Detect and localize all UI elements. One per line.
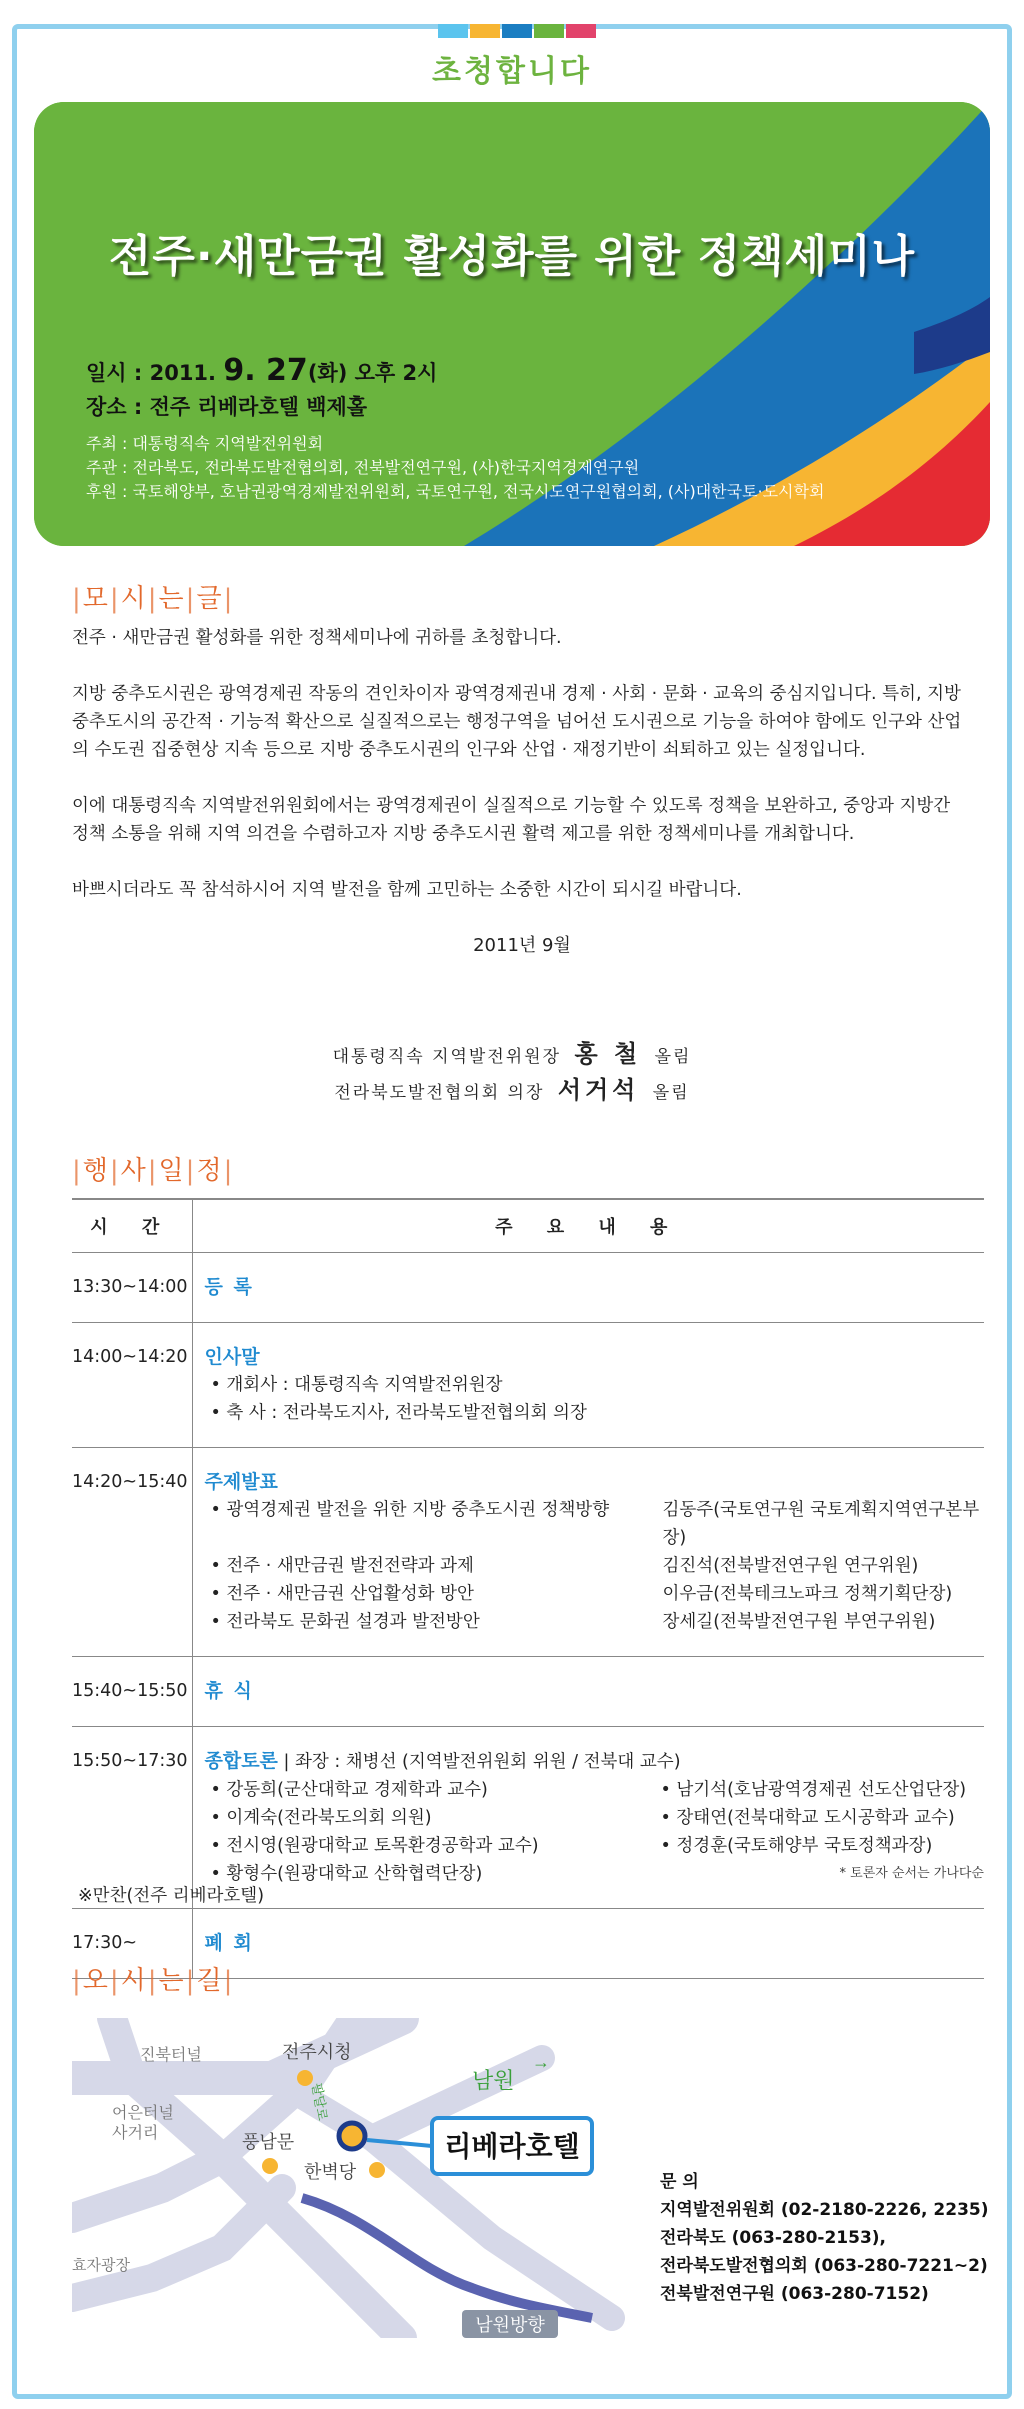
speaker: 이우금(전북테크노파크 정책기획단장): [662, 1583, 953, 1604]
event-place: 장소 : 전주 리베라호텔 백제홀: [86, 395, 368, 419]
char: 일: [158, 1156, 186, 1186]
stripe: [502, 24, 532, 38]
signer-suffix: 올림: [652, 1083, 690, 1103]
location-map[interactable]: [72, 2018, 632, 2338]
panelist: • 장태연(전북대학교 도시공학과 교수): [660, 1807, 955, 1828]
map-graphic: [72, 2018, 632, 2338]
char: 는: [158, 1966, 186, 1996]
topic: • 광역경제권 발전을 위한 지방 중추도시권 정책방향: [210, 1499, 610, 1520]
row-title: 주제발표: [204, 1470, 278, 1493]
section-title-invitation: |모|시|는|글|: [72, 584, 235, 614]
arrow-icon: →: [532, 2052, 550, 2072]
dinner-note: ※만찬(전주 리베라호텔): [78, 1886, 265, 1906]
section-title-directions: |오|시|는|길|: [72, 1966, 235, 1996]
section-title-schedule: |행|사|일|정|: [72, 1156, 235, 1186]
organizer: 주관 : 전라북도, 전라북도발전협의회, 전북발전연구원, (사)한국지역경제연구원: [86, 458, 640, 477]
row-time: 14:20~15:40: [72, 1447, 192, 1656]
speaker: 김동주(국토연구원 국토계획지역연구본부장): [662, 1499, 980, 1548]
row-title: 휴 식: [204, 1679, 254, 1702]
letter-paragraph: 전주 · 새만금권 활성화를 위한 정책세미나에 귀하를 초청합니다.: [72, 628, 562, 648]
map-label-pungnammun: 풍남문: [242, 2132, 295, 2152]
date-big: 9. 27: [223, 353, 308, 388]
topic: • 전주 · 새만금권 발전전략과 과제: [210, 1555, 474, 1576]
table-row: [72, 1447, 984, 1656]
row-title: 인사말: [204, 1345, 260, 1368]
panelist: • 이계숙(전라북도의회 의원): [210, 1807, 432, 1828]
stripe: [566, 24, 596, 38]
panelist: • 정경훈(국토해양부 국토정책과장): [660, 1835, 933, 1856]
table-header: [72, 1199, 984, 1252]
char: 정: [196, 1156, 224, 1186]
row-item: • 개회사 : 대통령직속 지역발전위원장: [210, 1374, 503, 1395]
panel-row: [205, 1832, 985, 1860]
event-info: [86, 354, 437, 424]
char: 오: [82, 1966, 110, 1996]
row-title: 등 록: [204, 1275, 254, 1298]
char: 글: [196, 584, 224, 614]
date-label: 일시 : 2011.: [86, 361, 217, 385]
table-row: [72, 1252, 984, 1322]
contact-line: 지역발전위원회 (02-2180-2226, 2235): [660, 2200, 989, 2220]
map-label-hanbyeokdang: 한벽당: [304, 2162, 357, 2182]
map-label-terminal: 진북터널: [140, 2047, 202, 2064]
char: 는: [158, 584, 186, 614]
contact-info: [660, 2168, 989, 2308]
char: 길: [196, 1966, 224, 1996]
stripe: [470, 24, 500, 38]
topic-row: [205, 1552, 985, 1580]
signer-name: 서거석: [557, 1075, 640, 1104]
panel-row: [205, 1804, 985, 1832]
map-label-hyoja: 효자광장: [72, 2257, 130, 2274]
map-label-tunnel-2: 사거리: [112, 2125, 159, 2142]
topic: • 전라북도 문화권 설경과 발전방안: [210, 1611, 480, 1632]
schedule-table: [72, 1198, 984, 1979]
stripe: [534, 24, 564, 38]
date-rest: (화) 오후 2시: [307, 361, 438, 385]
row-time: 14:00~14:20: [72, 1322, 192, 1447]
char: 시: [120, 584, 148, 614]
invitation-letter: [72, 624, 972, 980]
panelist: • 강동희(군산대학교 경제학과 교수): [210, 1779, 488, 1800]
discussion-chair: | 좌장 : 채병선 (지역발전위원회 위원 / 전북대 교수): [277, 1751, 681, 1772]
signer-title: 대통령직속 지역발전위원장: [332, 1047, 562, 1067]
color-stripes: [438, 24, 598, 38]
topic-row: [205, 1580, 985, 1608]
col-content: 주 요 내 용: [192, 1199, 984, 1252]
contact-line: 전라북도발전협의회 (063-280-7221~2): [660, 2256, 988, 2276]
signer-name: 홍 철: [574, 1039, 642, 1068]
panel-row: [205, 1776, 985, 1804]
signer-title: 전라북도발전협의회 의장: [334, 1083, 545, 1103]
row-time: 17:30~: [72, 1908, 192, 1978]
panelist: • 황형수(원광대학교 산학협력단장): [210, 1863, 483, 1884]
sponsor: 후원 : 국토해양부, 호남권광역경제발전위원회, 국토연구원, 전국시도연구원협의회, (사)대한국토·도시학회: [86, 482, 825, 501]
col-time: 시 간: [72, 1199, 192, 1252]
char: 시: [120, 1966, 148, 1996]
event-date: [86, 354, 437, 390]
row-title: 폐 회: [204, 1931, 254, 1954]
map-label-tunnel-1: 어은터널: [112, 2105, 174, 2122]
letter-paragraph: 지방 중추도시권은 광역경제권 작동의 견인차이자 광역경제권내 경제 · 사회 · 문화 · 교육의 중심지입니다. 특히, 지방 중추도시의 공간적 · 기능적 확산으로 실질적으로는 행정구역을 넘어선 도시권으로 기능을 하여야 함에도 인구와 산업의 수도권 집중현상 지속 등으로 지방 중추도시권의 인구와 산업 · 재정기반이 쇠퇴하고 있는 실정입니다.: [72, 684, 962, 760]
row-time: 13:30~14:00: [72, 1252, 192, 1322]
panel-row: [205, 1860, 985, 1888]
row-title: 종합토론: [204, 1749, 278, 1772]
char: 모: [82, 584, 110, 614]
speaker: 장세길(전북발전연구원 부연구위원): [662, 1611, 936, 1632]
topic-row: [205, 1608, 985, 1636]
table-row: [72, 1322, 984, 1447]
speaker: 김진석(전북발전연구원 연구위원): [662, 1555, 919, 1576]
event-organizers: [86, 432, 824, 504]
signer-suffix: 올림: [654, 1047, 692, 1067]
table-row: [72, 1726, 984, 1908]
map-label-namwon-dir: 남원방향: [475, 2315, 545, 2335]
table-row: [72, 1656, 984, 1726]
map-label-road: 팔달로: [309, 2081, 331, 2122]
stripe: [438, 24, 468, 38]
signature-1: [0, 1034, 1024, 1069]
contact-line: 전라북도 (063-280-2153),: [660, 2228, 887, 2248]
letter-date: 2011년 9월: [473, 935, 571, 956]
topic-row: [205, 1496, 985, 1552]
panel-note: * 토론자 순서는 가나다순: [839, 1865, 984, 1881]
panelist: • 전시영(원광대학교 토목환경공학과 교수): [210, 1835, 539, 1856]
event-title: 전주·새만금권 활성화를 위한 정책세미나: [108, 231, 916, 282]
contact-title: 문 의: [660, 2172, 699, 2192]
row-time: 15:40~15:50: [72, 1656, 192, 1726]
char: 행: [82, 1156, 110, 1186]
topic: • 전주 · 새만금권 산업활성화 방안: [210, 1583, 474, 1604]
invite-title: 초청합니다: [432, 54, 592, 89]
letter-paragraph: 바쁘시더라도 꼭 참석하시어 지역 발전을 함께 고민하는 소중한 시간이 되시길 바랍니다.: [72, 880, 742, 900]
letter-paragraph: 이에 대통령직속 지역발전위원회에서는 광역경제권이 실질적으로 기능할 수 있도록 정책을 보완하고, 중앙과 지방간 정책 소통을 위해 지역 의견을 수렴하고자 지방 중추도시권 활력 제고를 위한 정책세미나를 개최합니다.: [72, 796, 951, 844]
char: 사: [120, 1156, 148, 1186]
hotel-label: 리베라호텔: [444, 2131, 580, 2162]
map-label-city-hall: 전주시청: [282, 2042, 352, 2062]
event-banner: [34, 102, 990, 546]
host: 주최 : 대통령직속 지역발전위원회: [86, 434, 324, 453]
signature-2: [0, 1070, 1024, 1105]
panelist: • 남기석(호남광역경제권 선도산업단장): [660, 1779, 967, 1800]
row-item: • 축 사 : 전라북도지사, 전라북도발전협의회 의장: [210, 1402, 587, 1423]
contact-line: 전북발전연구원 (063-280-7152): [660, 2284, 929, 2304]
row-time: 15:50~17:30: [72, 1726, 192, 1908]
map-label-namwon: 남원: [472, 2068, 515, 2093]
